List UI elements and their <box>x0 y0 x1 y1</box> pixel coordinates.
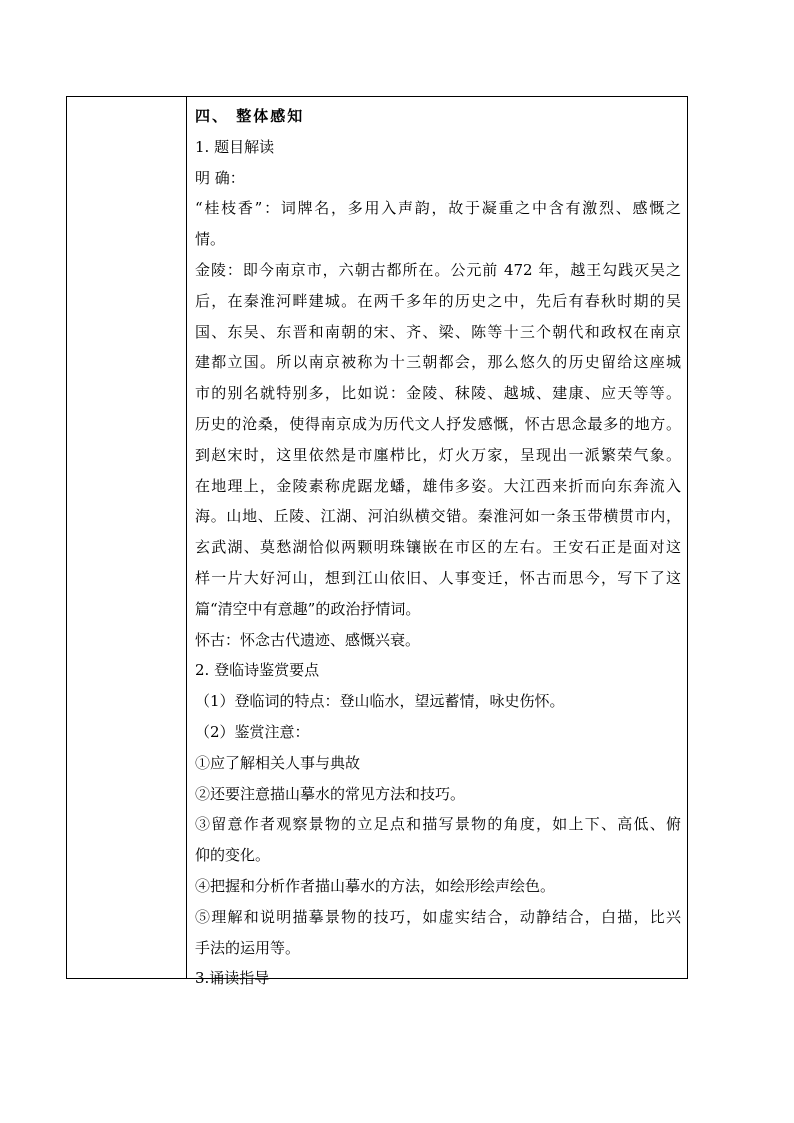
text-line: “桂枝香”：词牌名，多用入声韵，故于凝重之中含有激烈、感慨之 <box>195 199 681 218</box>
content-table <box>66 96 688 988</box>
text-line: 手法的运用等。 <box>195 938 301 957</box>
list-item: ③留意作者观察景物的立足点和描写景物的角度，如上下、高低、俯 <box>195 815 681 834</box>
text-line: 国、东吴、东晋和南朝的宋、齐、梁、陈等十三个朝代和政权在南京 <box>195 322 681 341</box>
text-line: （2）鉴赏注意： <box>195 722 310 741</box>
text-line: 在地理上，金陵素称虎踞龙蟠，雄伟多姿。大江西来折而向东奔流入 <box>195 476 681 495</box>
text-line: 怀古：怀念古代遗迹、感慨兴衰。 <box>195 630 421 649</box>
text-line: 建都立国。所以南京被称为十三朝都会，那么悠久的历史留给这座城 <box>195 353 681 372</box>
text-line: （1）登临词的特点：登山临水，望远蓄情，咏史伤怀。 <box>195 692 565 711</box>
list-item: ①应了解相关人事与典故 <box>195 753 361 772</box>
text-line: 市的别名就特别多，比如说：金陵、秣陵、越城、建康、应天等等。 <box>195 384 681 403</box>
text-line: 历史的沧桑，使得南京成为历代文人抒发感慨，怀古思念最多的地方。 <box>195 414 681 433</box>
text-line: 到赵宋时，这里依然是市廛栉比，灯火万家，呈现出一派繁荣气象。 <box>195 445 681 464</box>
list-item: ④把握和分析作者描山摹水的方法，如绘形绘声绘色。 <box>195 876 556 895</box>
list-item: ⑤理解和说明描摹景物的技巧，如虚实结合，动静结合，白描，比兴 <box>195 907 681 926</box>
text-line: 海。山地、丘陵、江湖、河泊纵横交错。秦淮河如一条玉带横贯市内， <box>195 507 681 526</box>
text-line: 玄武湖、莫愁湖恰似两颗明珠镶嵌在市区的左右。王安石正是面对这 <box>195 538 681 557</box>
subsection-title: 1. 题目解读 <box>195 137 275 156</box>
text-line: 金陵：即今南京市，六朝古都所在。公元前 472 年，越王勾践灭吴之 <box>195 260 681 279</box>
section-heading: 四、 整体感知 <box>195 107 305 125</box>
subsection-title: 3.诵读指导 <box>195 969 270 988</box>
text-line: 后，在秦淮河畔建城。在两千多年的历史之中，先后有春秋时期的吴 <box>195 291 681 310</box>
subsection-title: 2. 登临诗鉴赏要点 <box>195 661 320 680</box>
list-item: ②还要注意描山摹水的常见方法和技巧。 <box>195 784 466 803</box>
left-column-cell <box>67 97 187 978</box>
right-column-cell <box>187 97 687 988</box>
text-line: 样一片大好河山，想到江山依旧、人事变迁，怀古而思今，写下了这 <box>195 568 681 587</box>
text-line: 明 确： <box>195 168 245 187</box>
text-line: 仰的变化。 <box>195 846 271 865</box>
text-line: 情。 <box>195 230 226 249</box>
text-line: 篇“清空中有意趣”的政治抒情词。 <box>195 599 421 618</box>
